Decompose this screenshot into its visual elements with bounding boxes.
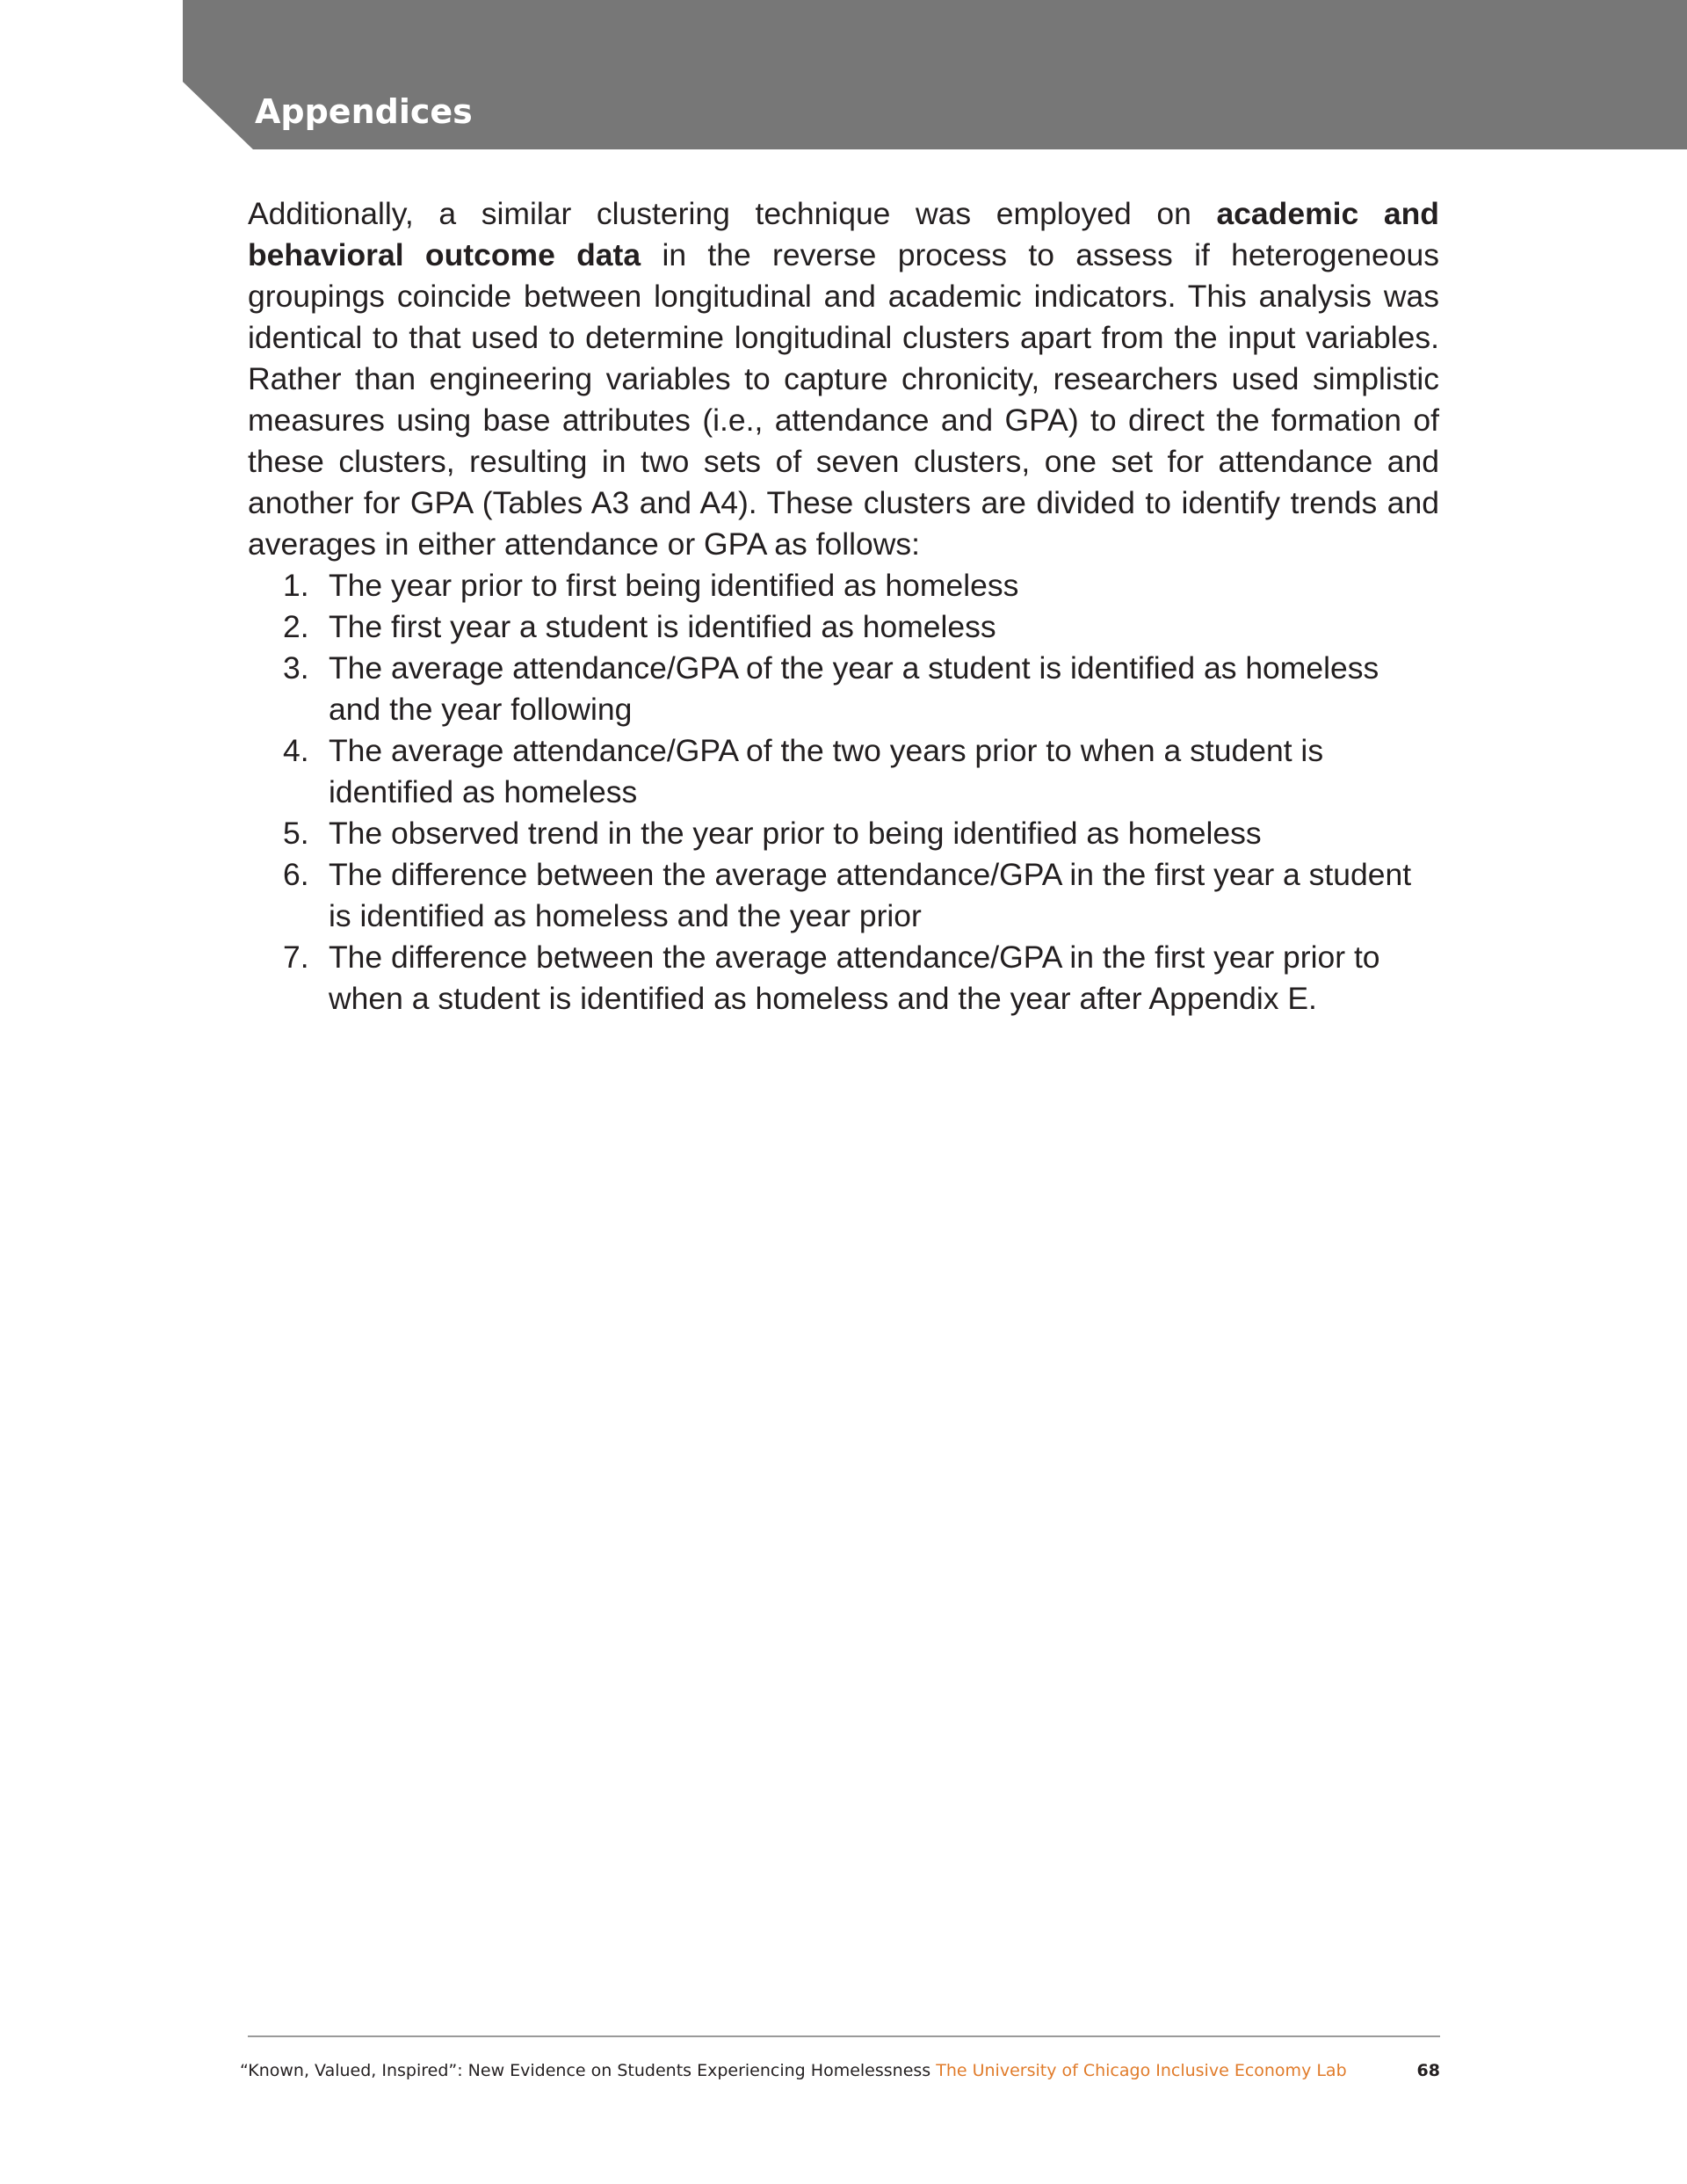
intro-paragraph-end: in the reverse process to assess if heterogeneous groupings coincide between longitudinal and academic indicators. This analysis was identical to that used to determine longitudinal clusters apart from the input variables. Rather than engineering variables to capture chronicity, researchers used simplistic measures using base attributes (i.e., attendance and GPA) to direct the formation of these clusters, resulting in two sets of seven clusters, one set for attendance and another for GPA (Tables A3 and A4). These clusters are divided to identify trends and averages in either attendance or GPA as follows: [248, 237, 1439, 562]
list-item-number: 2. [283, 609, 309, 644]
list-item-text: The year prior to first being identified as homeless [329, 568, 1019, 603]
page-number: 68 [1416, 2061, 1440, 2080]
list-item [248, 854, 1439, 937]
intro-paragraph [248, 193, 1439, 565]
list-item-number: 6. [283, 857, 309, 892]
cluster-list [248, 565, 1439, 1019]
section-title: Appendices [255, 92, 473, 131]
list-item [248, 565, 1439, 606]
list-item [248, 606, 1439, 648]
list-item-number: 1. [283, 568, 309, 603]
intro-paragraph-start: Additionally, a similar clustering technique was employed on [248, 196, 1217, 231]
list-item-text: The average attendance/GPA of the year a student is identified as homeless and the year following [329, 650, 1379, 727]
list-item-number: 7. [283, 940, 309, 975]
list-item-text: The difference between the average attendance/GPA in the first year a student is identified as homeless and the year prior [329, 857, 1412, 933]
list-item [248, 813, 1439, 854]
list-item-text: The observed trend in the year prior to being identified as homeless [329, 816, 1262, 851]
footer-document-title: “Known, Valued, Inspired”: New Evidence on Students Experiencing Homelessness [240, 2061, 931, 2080]
list-item-text: The average attendance/GPA of the two years prior to when a student is identified as homeless [329, 733, 1324, 809]
footer-divider [248, 2035, 1440, 2037]
list-item [248, 937, 1439, 1019]
intro-paragraph-bold: academic and behavioral outcome data [248, 196, 1439, 272]
list-item-text: The difference between the average attendance/GPA in the first year prior to when a student is identified as homeless and the year after Appendix E. [329, 940, 1380, 1016]
footer-organization: The University of Chicago Inclusive Economy Lab [936, 2061, 1347, 2080]
list-item-number: 5. [283, 816, 309, 851]
list-item-number: 3. [283, 650, 309, 686]
list-item [248, 648, 1439, 730]
footer-publication [240, 2057, 1347, 2084]
list-item-text: The first year a student is identified as homeless [329, 609, 996, 644]
list-item-number: 4. [283, 733, 309, 768]
main-content [248, 193, 1439, 1019]
page-footer [240, 2057, 1440, 2084]
list-item [248, 730, 1439, 813]
